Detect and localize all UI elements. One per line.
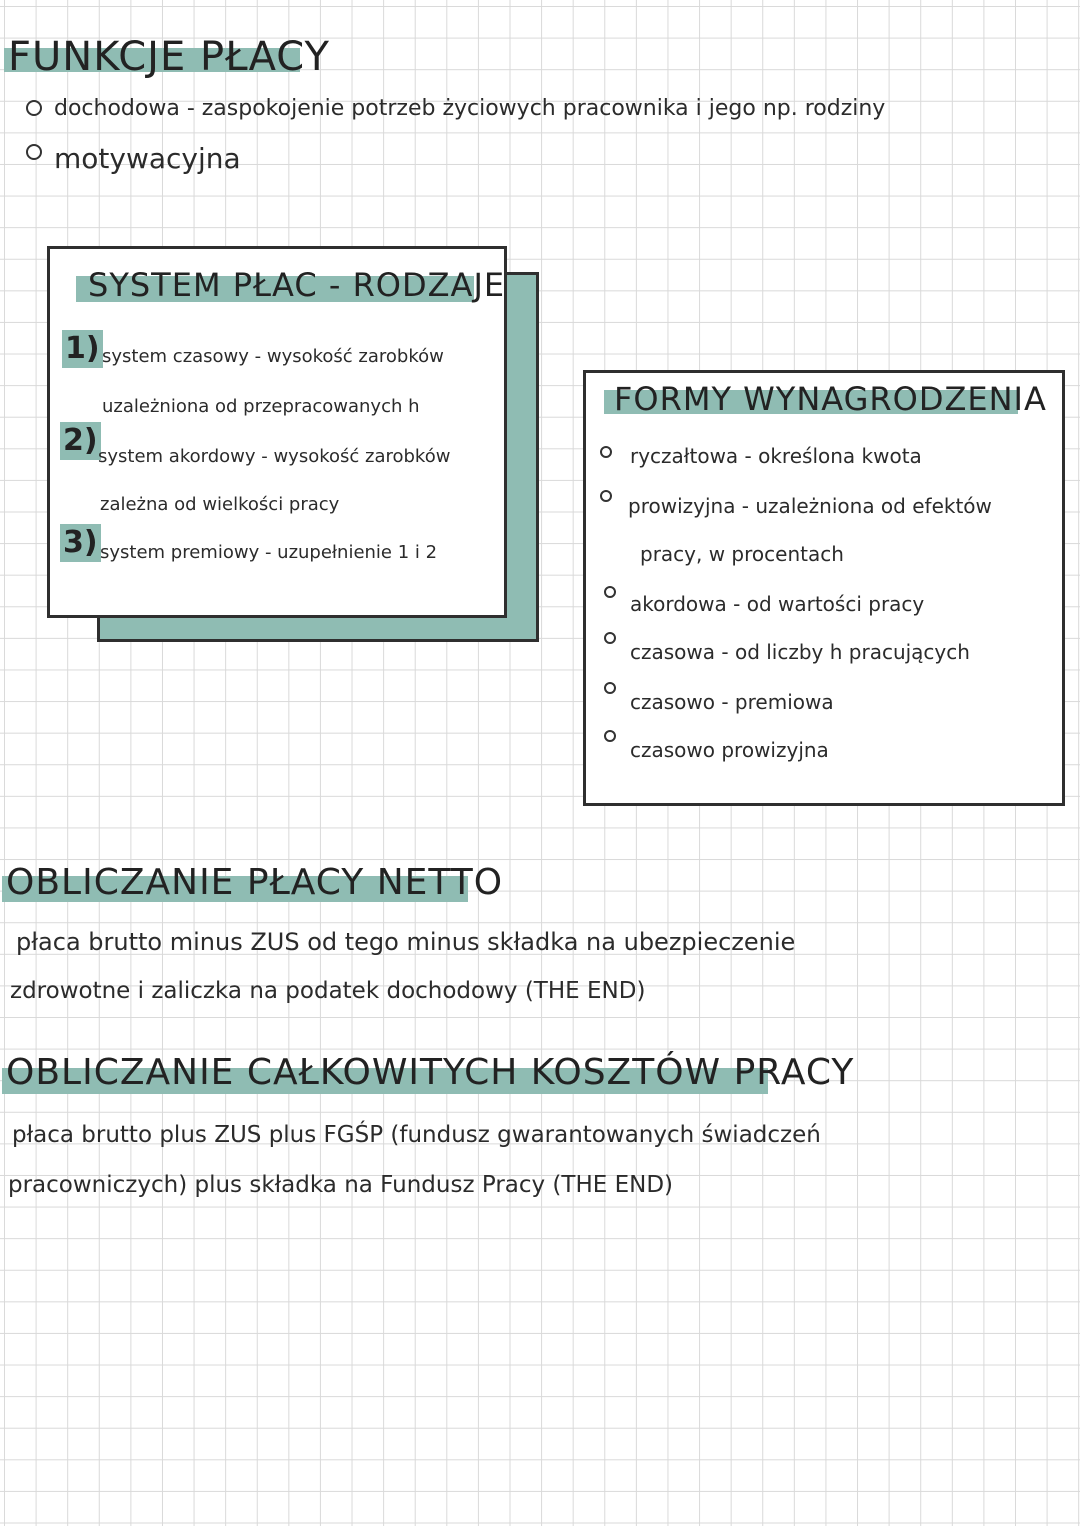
system-item-3-line1: system premiowy - uzupełnienie 1 i 2 — [100, 542, 438, 563]
forms-item-3: akordowa - od wartości pracy — [630, 592, 925, 616]
koszty-line-1: płaca brutto plus ZUS plus FGŚP (fundusz gwarantowanych świadczeń — [12, 1122, 821, 1148]
bullet-icon — [600, 490, 612, 502]
page-title: FUNKCJE PŁACY — [8, 34, 330, 80]
bullet-icon — [26, 100, 42, 116]
system-item-2-line1: system akordowy - wysokość zarobków — [98, 446, 451, 467]
forms-item-6: czasowo prowizyjna — [630, 738, 829, 762]
system-item-2-line2: zależna od wielkości pracy — [100, 494, 340, 515]
system-box-title: SYSTEM PŁAC - RODZAJE — [88, 266, 506, 304]
funkcje-item-2: motywacyjna — [54, 142, 241, 175]
forms-box-title: FORMY WYNAGRODZENIA — [614, 380, 1047, 418]
number-badge: 1) — [62, 330, 103, 368]
netto-title: OBLICZANIE PŁACY NETTO — [6, 862, 504, 903]
koszty-line-2: pracowniczych) plus składka na Fundusz Pracy (THE END) — [8, 1172, 674, 1198]
bullet-icon — [604, 586, 616, 598]
netto-line-1: płaca brutto minus ZUS od tego minus składka na ubezpieczenie — [16, 928, 796, 956]
netto-line-2: zdrowotne i zaliczka na podatek dochodowy (THE END) — [10, 978, 646, 1004]
koszty-title: OBLICZANIE CAŁKOWITYCH KOSZTÓW PRACY — [6, 1052, 855, 1093]
number-badge: 2) — [60, 422, 101, 460]
forms-item-1: ryczałtowa - określona kwota — [630, 444, 922, 468]
bullet-icon — [604, 632, 616, 644]
forms-item-2-cont: pracy, w procentach — [640, 542, 844, 566]
system-item-1-line1: system czasowy - wysokość zarobków — [102, 346, 444, 367]
bullet-icon — [604, 730, 616, 742]
bullet-icon — [604, 682, 616, 694]
funkcje-item-1: dochodowa - zaspokojenie potrzeb życiowych pracownika i jego np. rodziny — [54, 96, 886, 121]
bullet-icon — [600, 446, 612, 458]
forms-item-5: czasowo - premiowa — [630, 690, 834, 714]
system-item-1-line2: uzależniona od przepracowanych h — [102, 396, 420, 417]
number-badge: 3) — [60, 524, 101, 562]
bullet-icon — [26, 144, 42, 160]
forms-item-2: prowizyjna - uzależniona od efektów — [628, 494, 992, 518]
forms-item-4: czasowa - od liczby h pracujących — [630, 640, 970, 664]
